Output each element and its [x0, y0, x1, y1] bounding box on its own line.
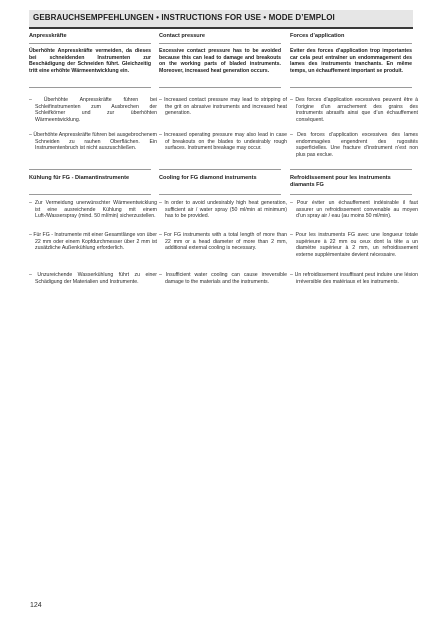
section1-item-en-2: – Increased operating pressure may also lead in case of breakouts on the blades to undesirably rough surfaces. Instrument breakage may occur. [159, 132, 287, 152]
section1-item-en-1: – Increased contact pressure may lead to stripping of the grit on abrasive instruments and increased heat generation. [159, 97, 287, 117]
section2-item-de-3: – Unzureichende Wasserkühlung führt zu einer Schädigung der Materialien und Instrumente. [29, 272, 157, 285]
section2-top-rule-en [159, 169, 281, 170]
section2-item-en-1: – In order to avoid undesirably high heat generation, sufficient air / water spray (50 ml/min at minimum) has to be provided. [159, 200, 287, 220]
section2-rule-fr [290, 194, 412, 195]
section1-item-fr-2: – Des forces d’application excessives des lames endommagées engendrent des rugosités superficielles. Une fracture d’instrument n’est non plus pas exclue. [290, 132, 418, 158]
section1-rule-en [159, 43, 281, 44]
section1-heading-fr: Forces d’application [290, 33, 345, 39]
section2-item-de-1: – Zur Vermeidung unerwünschter Wärmeentwicklung ist eine ausreichende Kühlung mit einem Luft-/Wasserspray (mind. 50 ml/min) sicherzustellen. [29, 200, 157, 220]
section2-item-fr-2: – Pour les instruments FG avec une longueur totale supérieure à 22 mm ou ceux dont la tête a un diamètre supérieur à 2 mm, un refroidissement externe supplémentaire devient nécessaire. [290, 232, 418, 258]
section1-item-de-2: – Überhöhte Anpresskräfte führen bei ausgebrochenem Schneiden zu rauhen Oberflächen. Ein Instrumentenbruch ist nicht auszuschließen. [29, 132, 157, 152]
header-rule [29, 27, 413, 29]
section1-rule-fr [290, 43, 412, 44]
section1-item-de-1: – Überhöhte Anpresskräfte führen bei Schleifinstrumenten zum Ausbrechen der Schleifkörner und zur überhöhten Wärmeentwicklung. [29, 97, 157, 123]
section1-item-fr-1: – Des forces d’application excessives peuvent être à l’origine d’un arrachement des grains des instruments abrasifs ainsi que d’un échauffement conséquent. [290, 97, 418, 123]
section2-heading-fr: Refroidissement pour les instruments diamants FG [290, 175, 391, 188]
page-number: 124 [30, 602, 42, 609]
section1-intro-rule-de [29, 87, 151, 88]
section2-item-en-2: – For FG instruments with a total length of more than 22 mm or a head diameter of more than 2 mm, additional external cooling is necessary. [159, 232, 287, 252]
page-header-title: GEBRAUCHSEMPFEHLUNGEN • INSTRUCTIONS FOR USE • MODE D’EMPLOI [29, 10, 413, 27]
section2-rule-de [29, 194, 151, 195]
section1-intro-rule-en [159, 87, 281, 88]
section2-item-en-3: – Insufficient water cooling can cause irreversible damage to the materials and the instruments. [159, 272, 287, 285]
section1-rule-de [29, 43, 151, 44]
section1-intro-en: Excessive contact pressure has to be avoided because this can lead to damage and breakouts on the working parts of bladed instruments. Moreover, increased heat generation occurs. [159, 48, 281, 74]
section1-intro-de: Überhöhte Anpresskräfte vermeiden, da dieses bei schneidenden Instrumenten zur Beschädigung der Schneiden führt. Gleichzeitig tritt eine erhöhte Wärmeentwicklung ein. [29, 48, 151, 74]
section2-heading-en: Cooling for FG diamond instruments [159, 175, 257, 181]
section1-intro-fr: Eviter des forces d’application trop importantes car cela peut entraîner un endommagement des lames des instruments tranchants. En même temps, un échauffement important se produit. [290, 48, 412, 74]
section1-heading-en: Contact pressure [159, 33, 206, 39]
section1-heading-de: Anpresskräfte [29, 33, 67, 39]
section2-heading-de: Kühlung für FG - Diamantinstrumente [29, 175, 130, 181]
section2-item-de-2: – Für FG - Instrumente mit einer Gesamtlänge von über 22 mm oder einem Kopfdurchmesser über 2 mm ist zusätzliche Außenkühlung erforderlich. [29, 232, 158, 252]
section2-item-fr-1: – Pour éviter un échauffement indésirable il faut assurer un refroidissement convenable au moyen d’un spray air / eau (au moins 50 ml/min). [290, 200, 418, 220]
section2-rule-en [159, 194, 281, 195]
section2-top-rule-de [29, 169, 151, 170]
section2-top-rule-fr [290, 169, 412, 170]
section1-intro-rule-fr [290, 87, 412, 88]
section2-item-fr-3: – Un refroidissement insuffisant peut induire une lésion irréversible des matériaux et les instruments. [290, 272, 418, 285]
